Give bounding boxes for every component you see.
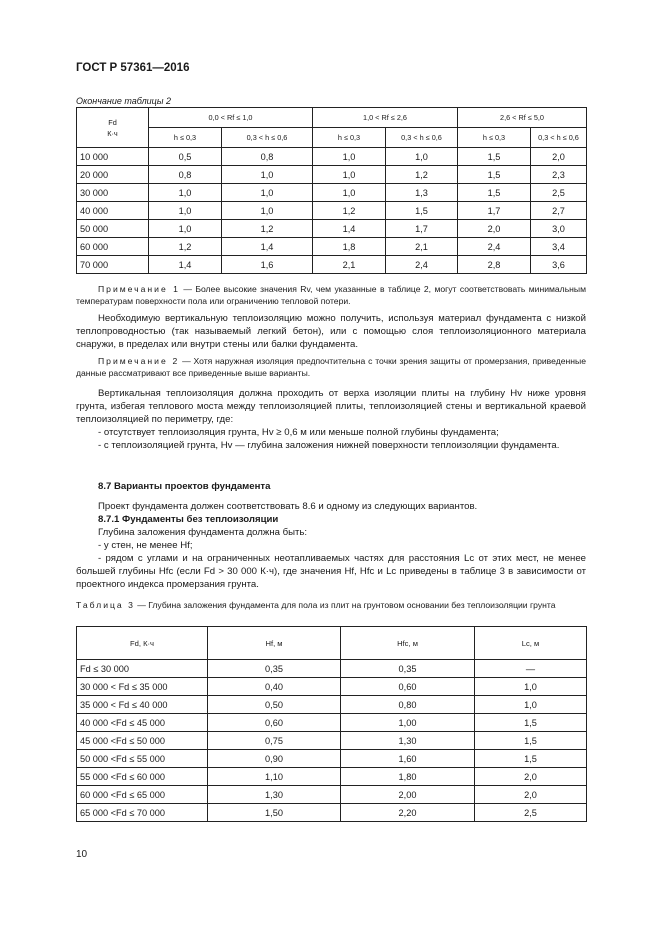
table2-corner-line2: К·ч: [107, 128, 118, 138]
table-cell: 1,0: [149, 184, 222, 202]
table3-header: Lc, м: [475, 627, 587, 660]
table-row: [77, 202, 587, 220]
table-row: [77, 750, 587, 768]
table-cell: 1,0: [222, 202, 313, 220]
table-row: [77, 768, 587, 786]
table-cell: 2,5: [475, 804, 587, 822]
table-cell: 1,60: [341, 750, 475, 768]
table-cell: 0,75: [208, 732, 341, 750]
table-cell: 0,35: [341, 660, 475, 678]
paragraph-3: Проект фундамента должен соответствовать 8.6 и одному из следующих вариантов.: [98, 501, 478, 512]
table-cell: 1,4: [222, 238, 313, 256]
table2-subheader: h ≤ 0,3: [149, 128, 222, 148]
table3-caption: [76, 599, 586, 611]
table2-group-header: 1,0 < Rf ≤ 2,6: [313, 108, 458, 128]
table2-group-header: 0,0 < Rf ≤ 1,0: [149, 108, 313, 128]
table-cell: 1,0: [149, 202, 222, 220]
table2-corner-line1: Fd: [108, 117, 117, 127]
table-cell: 0,50: [208, 696, 341, 714]
table-cell: 0,60: [341, 678, 475, 696]
table-cell: 40 000 <Fd ≤ 45 000: [77, 714, 208, 732]
table-cell: 0,8: [149, 166, 222, 184]
table-cell: 0,90: [208, 750, 341, 768]
note-2: [76, 355, 586, 379]
table-cell: 30 000: [77, 184, 149, 202]
table-cell: 2,4: [458, 238, 531, 256]
table-cell: 3,4: [531, 238, 587, 256]
table-cell: 2,3: [531, 166, 587, 184]
paragraph-4: Глубина заложения фундамента должна быть:: [98, 527, 308, 538]
table-cell: 45 000 <Fd ≤ 50 000: [77, 732, 208, 750]
table-row: [77, 256, 587, 274]
table-cell: 2,5: [531, 184, 587, 202]
section-8-7-1-heading: 8.7.1 Фундаменты без теплоизоляции: [98, 514, 279, 525]
note1-text: — Более высокие значения Rv, чем указанные в таблице 2, могут соответствовать минимальным температурам поверхности пола или ограничению тепловой потери.: [76, 284, 587, 306]
table3-header: Hfc, м: [341, 627, 475, 660]
table-cell: 40 000: [77, 202, 149, 220]
table-cell: 1,2: [222, 220, 313, 238]
table-cell: 30 000 < Fd ≤ 35 000: [77, 678, 208, 696]
table-cell: 50 000 <Fd ≤ 55 000: [77, 750, 208, 768]
table-cell: 1,0: [475, 678, 587, 696]
table-cell: 1,5: [475, 714, 587, 732]
page-number: 10: [76, 849, 88, 860]
table-cell: 1,0: [313, 166, 386, 184]
section-8-7-heading: 8.7 Варианты проектов фундамента: [98, 481, 271, 492]
table-cell: 2,8: [458, 256, 531, 274]
table-cell: 2,4: [386, 256, 458, 274]
table-cell: 70 000: [77, 256, 149, 274]
table-cell: 2,0: [531, 148, 587, 166]
table-row: [77, 804, 587, 822]
table-row: [77, 786, 587, 804]
table-cell: 1,0: [313, 184, 386, 202]
table-cell: 1,2: [313, 202, 386, 220]
table-cell: 2,00: [341, 786, 475, 804]
table-cell: 1,5: [458, 148, 531, 166]
table-cell: 1,7: [458, 202, 531, 220]
table-cell: 1,10: [208, 768, 341, 786]
table-row: [77, 660, 587, 678]
table-cell: —: [475, 660, 587, 678]
table-cell: 1,80: [341, 768, 475, 786]
table-row: [77, 696, 587, 714]
table-cell: 1,5: [458, 184, 531, 202]
table-row: [77, 678, 587, 696]
table-cell: 1,5: [475, 732, 587, 750]
table-cell: 1,4: [149, 256, 222, 274]
table-cell: 1,00: [341, 714, 475, 732]
table-row: [77, 238, 587, 256]
table3-body: [77, 660, 587, 822]
section-8-7-body: [76, 500, 586, 591]
table-cell: 2,7: [531, 202, 587, 220]
table3-header: Fd, К·ч: [77, 627, 208, 660]
table-cell: 3,0: [531, 220, 587, 238]
table-cell: 0,60: [208, 714, 341, 732]
table-cell: 1,0: [222, 166, 313, 184]
table-row: [77, 732, 587, 750]
list-item-walls: - у стен, не менее Hf;: [98, 540, 193, 551]
table-cell: 1,3: [386, 184, 458, 202]
table2-corner-header: [77, 108, 149, 148]
paragraph-2-item-1: - отсутствует теплоизоляция грунта, Hv ≥ 0,6 м или меньше полной глубины фундамента;: [98, 427, 499, 438]
table-cell: 1,5: [475, 750, 587, 768]
table-cell: 20 000: [77, 166, 149, 184]
table3-title: — Глубина заложения фундамента для пола из плит на грунтовом основании без теплоизоляции грунта: [137, 600, 556, 610]
table-2: [76, 107, 587, 274]
table-cell: 2,0: [475, 768, 587, 786]
table-cell: 0,80: [341, 696, 475, 714]
table-cell: 2,20: [341, 804, 475, 822]
document-header: ГОСТ Р 57361—2016: [76, 62, 190, 74]
table-cell: 0,40: [208, 678, 341, 696]
table-cell: 55 000 <Fd ≤ 60 000: [77, 768, 208, 786]
table-row: [77, 184, 587, 202]
table-cell: 1,0: [386, 148, 458, 166]
table-3: [76, 626, 587, 822]
table-cell: 0,8: [222, 148, 313, 166]
table-cell: 1,4: [313, 220, 386, 238]
table-row: [77, 166, 587, 184]
table2-group-header: 2,6 < Rf ≤ 5,0: [458, 108, 587, 128]
table-cell: 1,0: [149, 220, 222, 238]
section-8-7-title: [76, 480, 586, 493]
table-cell: 50 000: [77, 220, 149, 238]
table-cell: 1,6: [222, 256, 313, 274]
paragraph-2-item-2: - с теплоизоляцией грунта, Hv — глубина заложения нижней поверхности теплоизоляции фундамента.: [98, 440, 560, 451]
table-cell: 10 000: [77, 148, 149, 166]
table-cell: 35 000 < Fd ≤ 40 000: [77, 696, 208, 714]
table-cell: 0,5: [149, 148, 222, 166]
table-cell: 1,30: [341, 732, 475, 750]
table-cell: 1,30: [208, 786, 341, 804]
table-cell: 60 000: [77, 238, 149, 256]
table2-body: [77, 148, 587, 274]
note1-label: Примечание 1: [98, 284, 180, 294]
table-cell: 1,8: [313, 238, 386, 256]
table2-caption: Окончание таблицы 2: [76, 96, 171, 106]
paragraph-1: [76, 312, 586, 351]
table-cell: 60 000 <Fd ≤ 65 000: [77, 786, 208, 804]
table2-subheader: 0,3 < h ≤ 0,6: [222, 128, 313, 148]
table-cell: 2,0: [458, 220, 531, 238]
table-cell: 1,2: [149, 238, 222, 256]
note-1: [76, 283, 586, 307]
paragraph-1-text: Необходимую вертикальную теплоизоляцию можно получить, используя материал фундамента с низкой теплопроводностью (так называемый легкий бетон), или с помощью слоя теплоизоляционного материала снаружи, в пределах или внутри стены или балки фундамента.: [76, 313, 586, 350]
paragraph-2: [76, 387, 586, 452]
paragraph-2-text: Вертикальная теплоизоляция должна проходить от верха изоляции плиты на глубину Hv ниже уровня грунта, избегая теплового моста между теплоизоляцией плиты, теплоизоляцией стены и вертикальной краевой теплоизоляцией по периметру, где:: [76, 388, 586, 425]
table-cell: 65 000 <Fd ≤ 70 000: [77, 804, 208, 822]
table-cell: 1,7: [386, 220, 458, 238]
table2-subheader: 0,3 < h ≤ 0,6: [386, 128, 458, 148]
table-row: [77, 714, 587, 732]
table-cell: 2,1: [313, 256, 386, 274]
table-cell: 1,5: [386, 202, 458, 220]
table-row: [77, 148, 587, 166]
table-cell: Fd ≤ 30 000: [77, 660, 208, 678]
table2-subheader: h ≤ 0,3: [458, 128, 531, 148]
table-cell: 3,6: [531, 256, 587, 274]
table2-subheader: 0,3 < h ≤ 0,6: [531, 128, 587, 148]
table-cell: 2,1: [386, 238, 458, 256]
list-item-corners: - рядом с углами и на ограниченных неотапливаемых частях для расстояния Lc от этих мест, не менее большей глубины Hfc (если Fd > 30 000 К·ч), где значения Hf, Hfc и Lc приведены в таблице 3 в зависимости от проектного индекса промерзания грунта.: [76, 553, 586, 590]
table2-subheader: h ≤ 0,3: [313, 128, 386, 148]
table-cell: 2,0: [475, 786, 587, 804]
table-cell: 1,50: [208, 804, 341, 822]
table-cell: 1,5: [458, 166, 531, 184]
note2-label: Примечание 2: [98, 356, 180, 366]
table-cell: 0,35: [208, 660, 341, 678]
table-cell: 1,0: [475, 696, 587, 714]
table-cell: 1,2: [386, 166, 458, 184]
table-row: [77, 220, 587, 238]
table3-label: Таблица 3: [76, 600, 135, 610]
table-cell: 1,0: [313, 148, 386, 166]
table3-header: Hf, м: [208, 627, 341, 660]
note2-text: — Хотя наружная изоляция предпочтительна с точки зрения защиты от промерзания, приведенные данные рассматривают все приведенные выше варианты.: [76, 356, 586, 378]
table-cell: 1,0: [222, 184, 313, 202]
